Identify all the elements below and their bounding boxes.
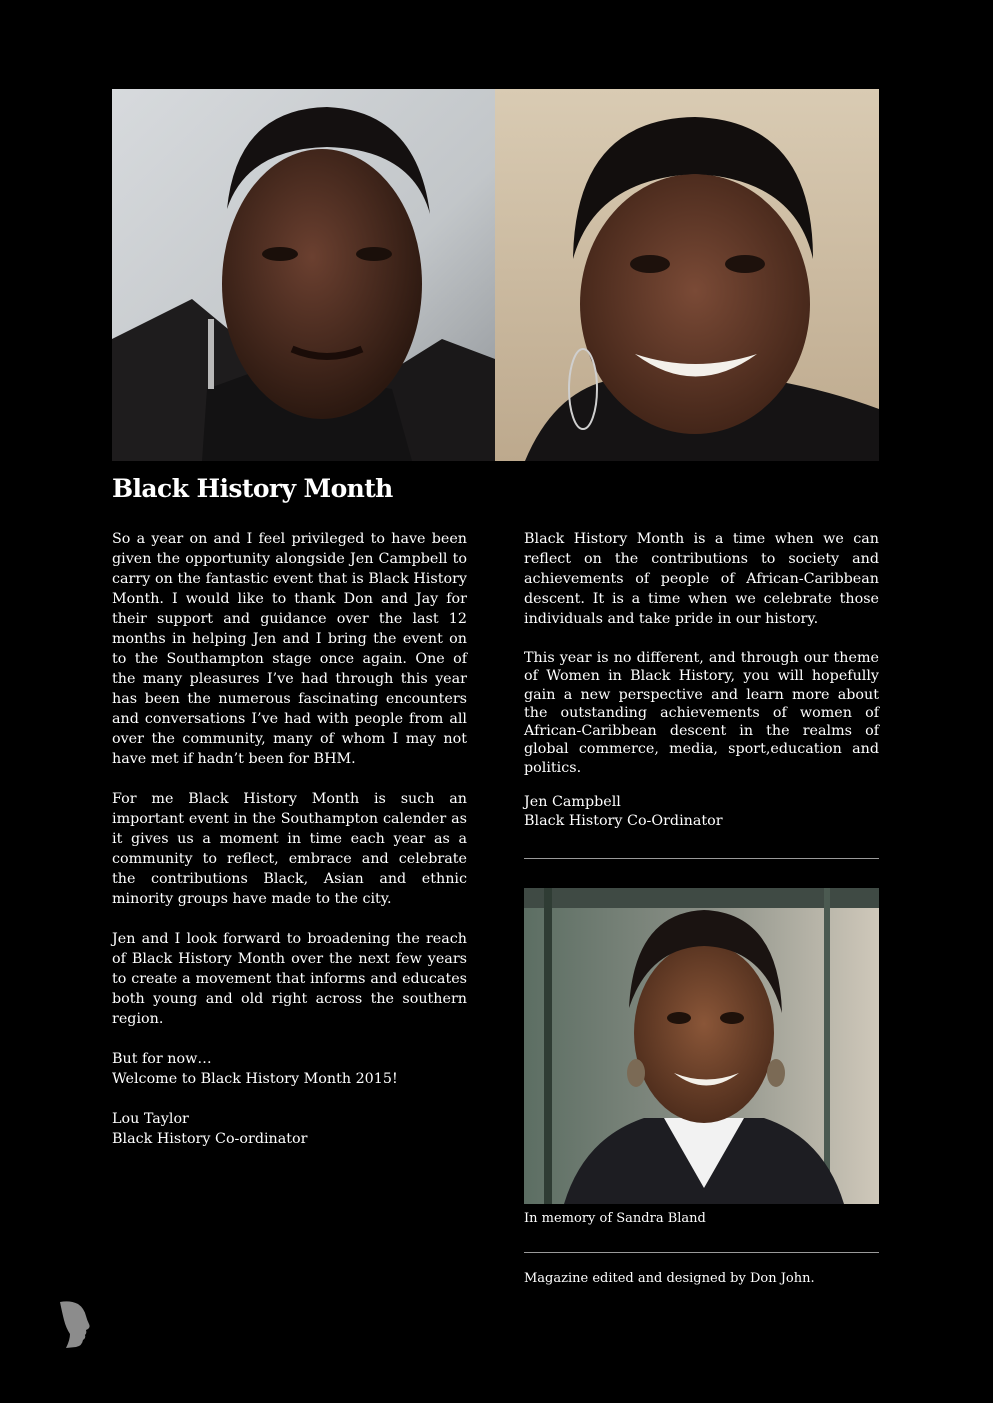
signature-name: Jen Campbell — [524, 794, 621, 811]
body-paragraph: So a year on and I feel privileged to have been given the opportunity alongside Jen Campbell to carry on the fantastic event that is Black History Month. I would like to thank Don and Jay for their support and guidance over the last 12 months in helping Jen and I bring the event on to the Southampton stage once again. One of the many pleasures I’ve had through this year has been the numerous fascinating encounters and conversations I’ve had with people from all over the community, many of whom I may not have met if hadn’t been for BHM. — [112, 531, 467, 767]
photo-caption: In memory of Sandra Bland — [524, 1211, 706, 1226]
memorial-photo — [524, 888, 879, 1204]
left-column — [112, 529, 467, 1169]
portrait-photo-woman — [495, 89, 879, 461]
signature-title: Black History Co-Ordinator — [524, 813, 723, 830]
right-column — [524, 529, 879, 851]
body-paragraph: This year is no different, and through our theme of Women in Black History, you will hopefully gain a new perspective and learn more about the outstanding achievements of women of African-Caribbean descent in the realms of global commerce, media, sport,education and politics. — [524, 650, 879, 776]
closing-line: Welcome to Black History Month 2015! — [112, 1071, 398, 1087]
body-paragraph: For me Black History Month is such an important event in the Southampton calender as it gives us a moment in time each year as a community to reflect, embrace and celebrate the contributions Black, Asian and ethnic minority groups have made to the city. — [112, 791, 467, 907]
signature-title: Black History Co-ordinator — [112, 1131, 308, 1147]
page-title: Black History Month — [112, 474, 393, 503]
signature-block — [112, 1109, 467, 1149]
portrait-photo-man — [112, 89, 495, 461]
signature-name: Lou Taylor — [112, 1111, 189, 1127]
head-silhouette-icon — [56, 1300, 92, 1350]
closing-line: But for now… — [112, 1051, 212, 1067]
signature-block — [524, 793, 879, 831]
closing-block — [112, 1049, 467, 1089]
body-paragraph: Black History Month is a time when we can reflect on the contributions to society and achievements of people of African-Caribbean descent. It is a time when we celebrate those individuals and take pride in our history. — [524, 531, 879, 627]
divider — [524, 1252, 879, 1253]
body-paragraph: Jen and I look forward to broadening the reach of Black History Month over the next few years to create a movement that informs and educates both young and old right across the southern region. — [112, 931, 467, 1027]
divider — [524, 858, 879, 859]
credit-line: Magazine edited and designed by Don John. — [524, 1271, 815, 1286]
